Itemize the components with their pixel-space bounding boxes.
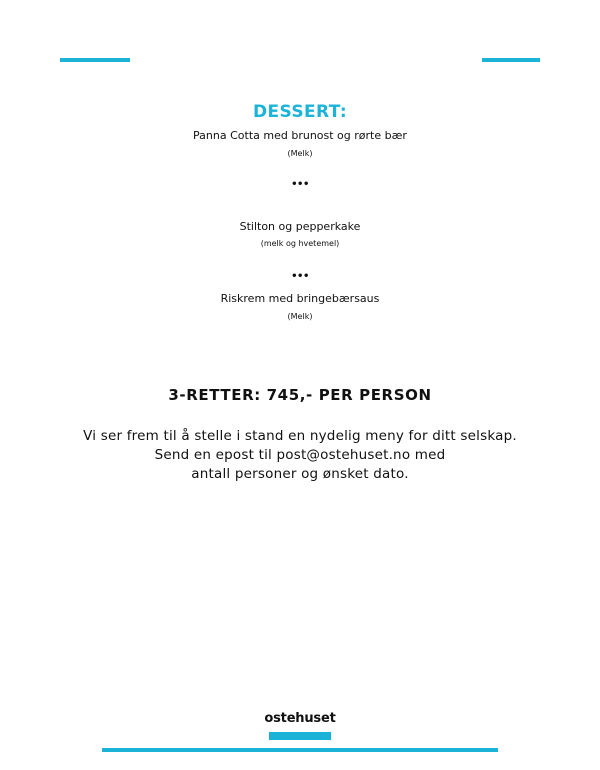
contact-message-line-1: Vi ser frem til å stelle i stand en nydelig meny for ditt selskap. — [83, 428, 517, 444]
contact-message-line-3: antall personer og ønsket dato. — [191, 466, 409, 482]
dessert-heading: DESSERT: — [252, 102, 348, 122]
dessert-item-3-name: Riskrem med bringebærsaus — [220, 292, 380, 305]
brand-logo-text: ostehuset — [264, 711, 336, 726]
separator-dots: ••• — [291, 271, 309, 282]
dessert-item-1-allergens: (Melk) — [287, 149, 313, 158]
dessert-item-2-allergens: (melk og hvetemel) — [260, 239, 340, 248]
dessert-item-1-name: Panna Cotta med brunost og rørte bær — [193, 129, 407, 142]
contact-message — [0, 427, 600, 484]
top-left-accent-bar — [60, 58, 130, 62]
brand-logo-bar — [269, 732, 331, 740]
contact-message-line-2: Send en epost til post@ostehuset.no med — [154, 447, 446, 463]
dessert-item-3-allergens: (Melk) — [287, 312, 313, 321]
price-label: 3-RETTER: 745,- PER PERSON — [168, 386, 432, 404]
footer-accent-bar — [102, 748, 498, 752]
dessert-item-2-name: Stilton og pepperkake — [239, 220, 361, 233]
separator-dots: ••• — [291, 179, 309, 190]
top-right-accent-bar — [482, 58, 540, 62]
